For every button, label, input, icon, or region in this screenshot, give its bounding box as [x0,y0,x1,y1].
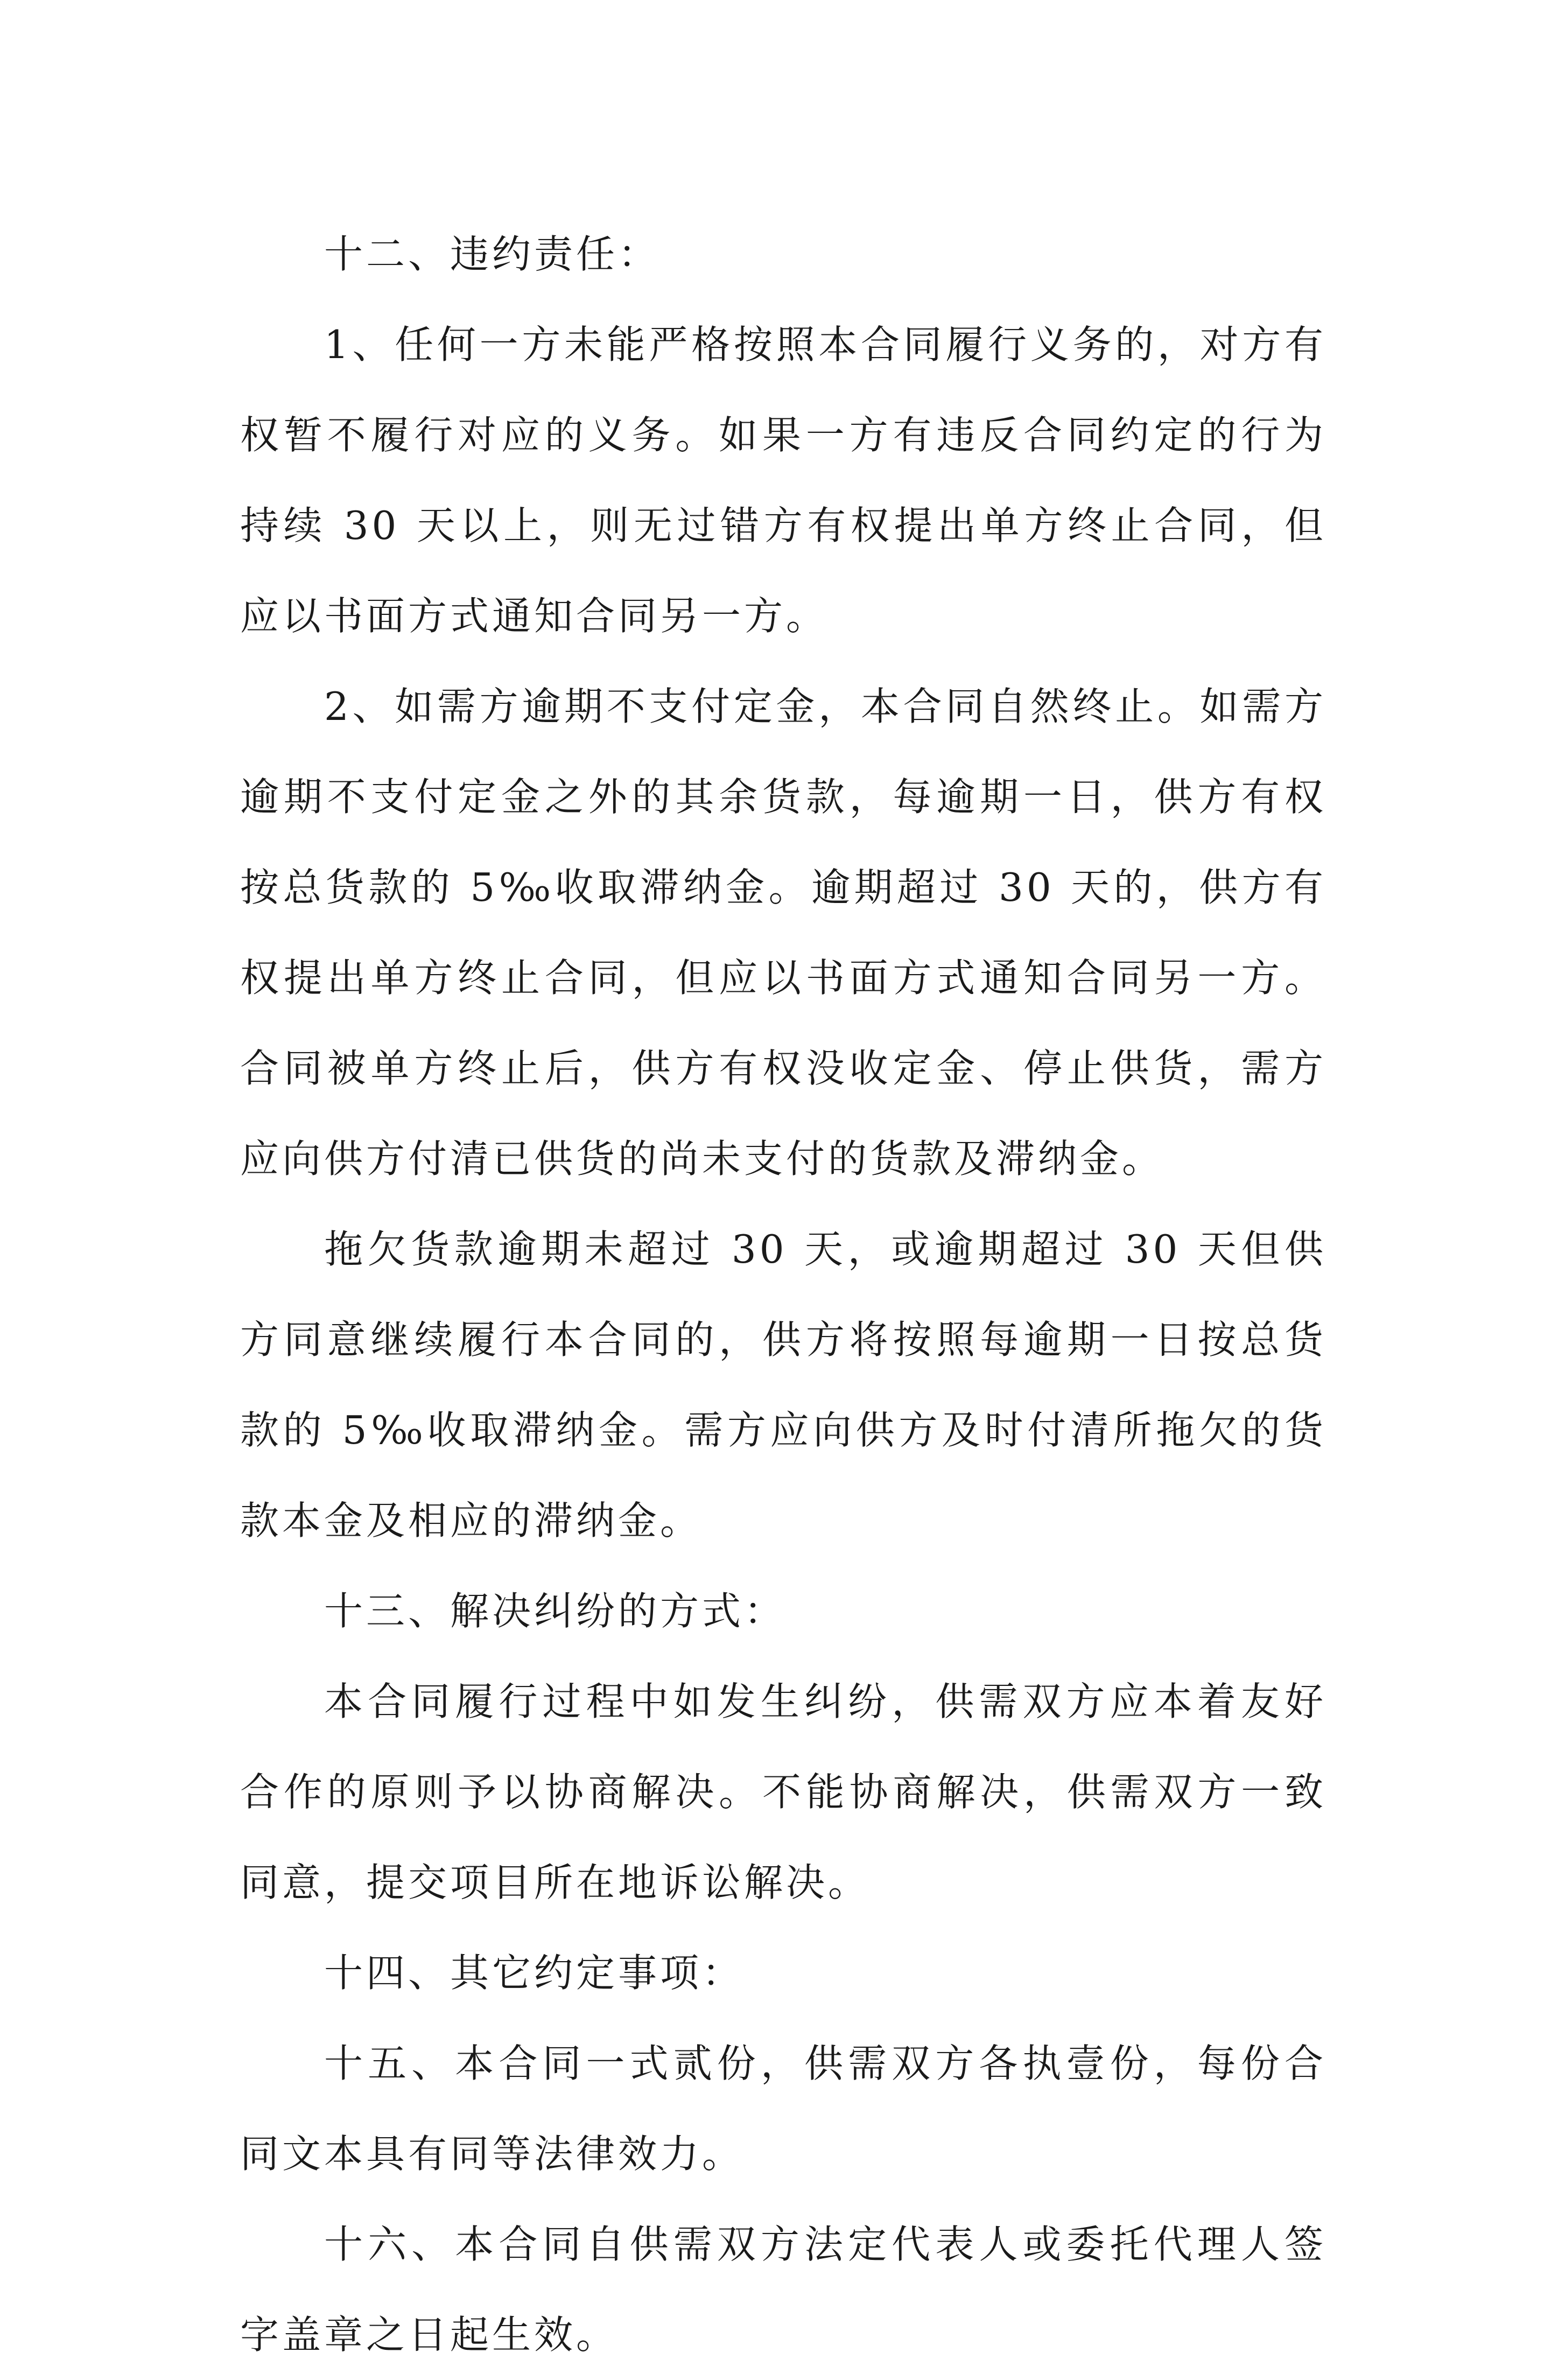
clause-1-paragraph: 1、任何一方未能严格按照本合同履行义务的，对方有权暂不履行对应的义务。如果一方有违反合同约定的行为持续 30 天以上，则无过错方有权提出单方终止合同，但应以书面方式通知合同另一方。 [240,322,1327,639]
section-heading-dispute-resolution: 十三、解决纠纷的方式： [324,1588,787,1634]
section-heading-other-matters: 十四、其它约定事项： [324,1950,745,1996]
clause-2-paragraph: 2、如需方逾期不支付定金，本合同自然终止。如需方逾期不支付定金之外的其余货款，每逾期一日，供方有权按总货款的 5‰收取滞纳金。逾期超过 30 天的，供方有权提出单方终止合同，但应以书面方式通知合同另一方。合同被单方终止后，供方有权没收定金、停止供货，需方应向供方付清已供货的尚未支付的货款及滞纳金。 [240,684,1327,1181]
effective-clause-paragraph: 十六、本合同自供需双方法定代表人或委托代理人签字盖章之日起生效。 [240,2222,1327,2357]
document-body [240,209,1327,2380]
dispute-resolution-paragraph: 本合同履行过程中如发生纠纷，供需双方应本着友好合作的原则予以协商解决。不能协商解决，供需双方一致同意，提交项目所在地诉讼解决。 [240,1679,1327,1905]
overdue-payment-paragraph: 拖欠货款逾期未超过 30 天，或逾期超过 30 天但供方同意继续履行本合同的，供方将按照每逾期一日按总货款的 5‰收取滞纳金。需方应向供方及时付清所拖欠的货款本金及相应的滞纳金。 [240,1227,1327,1543]
section-heading-breach-liability: 十二、违约责任： [324,232,661,277]
copies-clause-paragraph: 十五、本合同一式贰份，供需双方各执壹份，每份合同文本具有同等法律效力。 [240,2041,1327,2176]
